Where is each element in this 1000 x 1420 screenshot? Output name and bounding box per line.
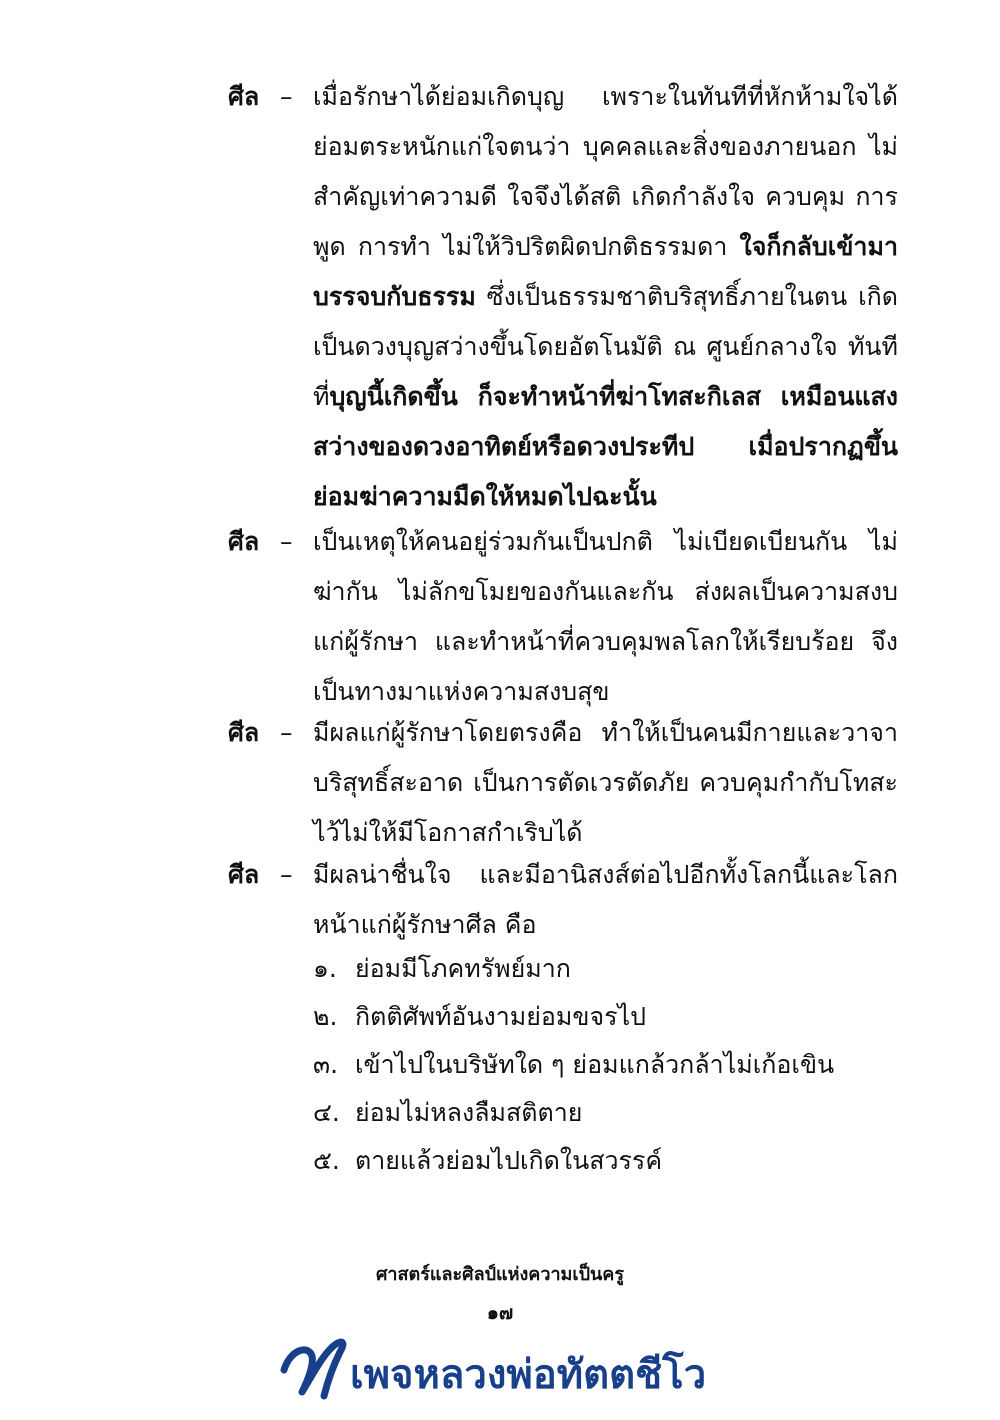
list-item xyxy=(313,1089,834,1137)
list-item xyxy=(313,1041,834,1089)
list-number: ๑. xyxy=(313,954,337,983)
precept-text xyxy=(313,72,898,522)
entry-dash: – xyxy=(280,82,293,111)
list-text: ตายแล้วย่อมไปเกิดในสวรรค์ xyxy=(355,1146,663,1175)
precept-term: ศีล xyxy=(228,860,260,889)
logo-text: เพจหลวงพ่อทัตตชีโว xyxy=(350,1352,707,1398)
precept-text xyxy=(313,517,898,717)
bold-text-segment: ใจก็กลับเข้ามาบรรจบกับธรรม xyxy=(313,232,898,311)
list-number: ๒. xyxy=(313,1002,338,1031)
precept-entry xyxy=(228,517,898,717)
precept-term: ศีล xyxy=(228,82,260,111)
entry-dash: – xyxy=(280,527,293,556)
list-item xyxy=(313,945,834,993)
precept-term: ศีล xyxy=(228,527,260,556)
precept-text xyxy=(313,708,898,858)
page-logo xyxy=(278,1330,728,1410)
precept-term: ศีล xyxy=(228,718,260,747)
text-segment: ซึ่งเป็นธรรมชาติบริสุทธิ์ภายในตน เกิดเป็นดวงบุญสว่างขึ้นโดยอัตโนมัติ ณ ศูนย์กลางใจ ทันทีที่ xyxy=(313,282,898,411)
list-text: ย่อมไม่หลงลืมสติตาย xyxy=(355,1098,583,1127)
page-number: ๑๗ xyxy=(486,1302,514,1324)
entry-dash: – xyxy=(280,860,293,889)
bold-text-segment: บุญนี้เกิดขึ้น ก็จะทำหน้าที่ฆ่าโทสะกิเลส เหมือนแสงสว่างของดวงอาทิตย์หรือดวงประทีป เมื่อปรากฏขึ้นย่อมฆ่าความมืดให้หมดไปฉะนั้น xyxy=(313,382,898,511)
book-title: ศาสตร์และศิลป์แห่งความเป็นครู xyxy=(375,1264,625,1285)
text-segment: เมื่อรักษาได้ย่อมเกิดบุญ เพราะในทันทีที่หักห้ามใจได้ ย่อมตระหนักแก่ใจตนว่า บุคคลและสิ่งของภายนอก ไม่สำคัญเท่าความดี ใจจึงได้สติ เกิดกำลังใจ ควบคุม การพูด การทำ ไม่ให้วิปริตผิดปกติธรรมดา xyxy=(313,82,898,261)
precept-entry xyxy=(228,72,898,522)
benefits-list xyxy=(313,945,834,1185)
entry-dash: – xyxy=(280,718,293,747)
precept-entry xyxy=(228,708,898,858)
list-item xyxy=(313,993,834,1041)
list-text: เข้าไปในบริษัทใด ๆ ย่อมแกล้วกล้าไม่เก้อเขิน xyxy=(355,1050,835,1079)
text-segment: เป็นเหตุให้คนอยู่ร่วมกันเป็นปกติ ไม่เบียดเบียนกัน ไม่ฆ่ากัน ไม่ลักขโมยของกันและกัน ส่งผลเป็นความสงบแก่ผู้รักษา และทำหน้าที่ควบคุมพลโลกให้เรียบร้อย จึงเป็นทางมาแห่งความสงบสุข xyxy=(313,527,898,706)
text-segment: มีผลน่าชื่นใจ และมีอานิสงส์ต่อไปอีกทั้งโลกนี้และโลกหน้าแก่ผู้รักษาศีล คือ xyxy=(313,860,898,939)
list-number: ๔. xyxy=(313,1098,340,1127)
list-number: ๓. xyxy=(313,1050,339,1079)
list-number: ๕. xyxy=(313,1146,340,1175)
list-text: กิตติศัพท์อันงามย่อมขจรไป xyxy=(355,1002,647,1031)
list-item xyxy=(313,1137,834,1185)
precept-text xyxy=(313,850,898,950)
precept-entry xyxy=(228,850,898,950)
logo-brush-icon xyxy=(278,1330,358,1410)
list-text: ย่อมมีโภคทรัพย์มาก xyxy=(355,954,571,983)
text-segment: มีผลแก่ผู้รักษาโดยตรงคือ ทำให้เป็นคนมีกายและวาจาบริสุทธิ์สะอาด เป็นการตัดเวรตัดภัย ควบคุมกำกับโทสะไว้ไม่ให้มีโอกาสกำเริบได้ xyxy=(313,718,898,847)
